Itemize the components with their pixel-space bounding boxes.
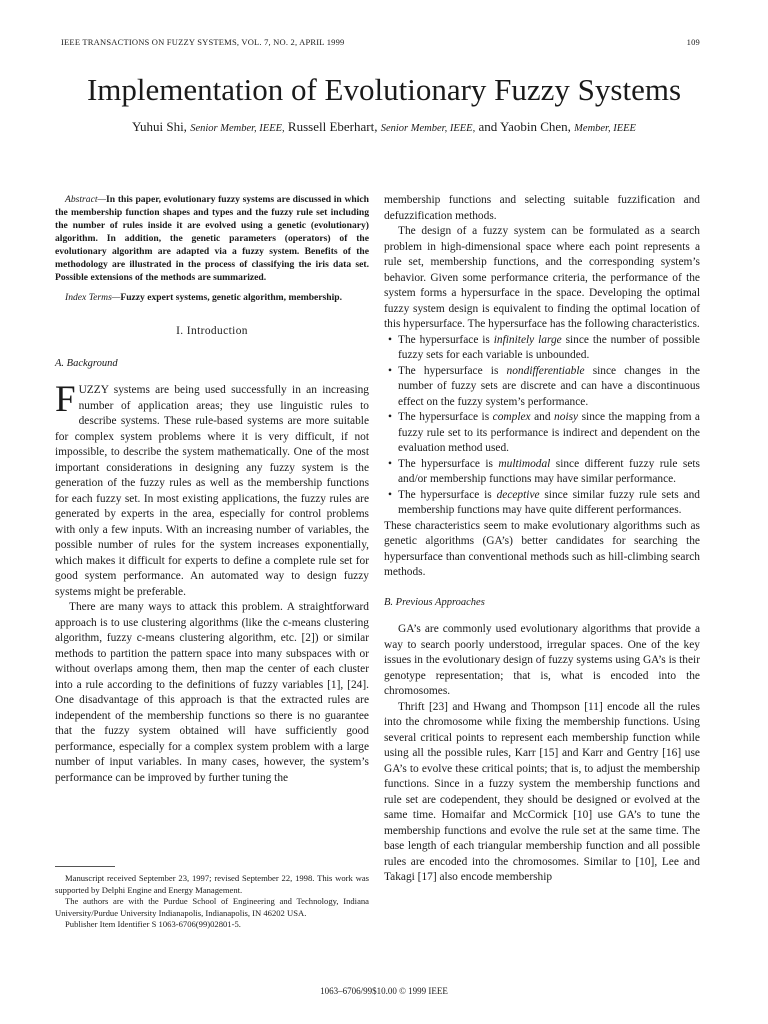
right-paragraph-5: Thrift [23] and Hwang and Thompson [11] encode all the rules into the chromosome while fixing the membership functions. Using several critical points to represent each membership function while using all the possible rules, Karr [15] and Karr and Gentry [16] use GA’s to evolve these critical points; that is, to adjust the membership functions. Since in a fuzzy system the membership functions and rule set are codependent, they should be designed or evolved at the same time. Homaifar and McCormick [10] use GA’s to tune the membership functions and evolve the rule set at the same time. The base length of each triangular membership function and all possible rules are encoded into the chromosomes. Similar to [10], Lee and Takagi [17] also encode membership — [384, 700, 700, 883]
section-heading: I. Introduction — [176, 325, 248, 337]
intro-paragraph-1-text: UZZY systems are being used successfully in an increasing number of application areas; they use linguistic rules to describe systems. These rule-based systems are more suitable for complex system problems where it is very difficult, if not impossible, to describe the system mathematically. One of the most important considerations in designing any fuzzy system is the generation of the fuzzy rules as well as the membership functions for each fuzzy set. In most existing applications, the fuzzy rules are generated by experts in the area, especially for control problems with only a few inputs. With an increasing number of variables, the possible number of rules for the system increases exponentially, which makes it difficult for experts to define a complete rule set for good system performance. An automated way to design fuzzy systems might be preferable. — [55, 384, 369, 598]
index-terms — [55, 291, 369, 304]
subsection-heading-previous: B. Previous Approaches — [384, 596, 485, 608]
bullet-icon: • — [388, 411, 392, 423]
author-name: Yuhui Shi, — [132, 119, 187, 134]
bullet-icon: • — [388, 457, 392, 470]
characteristics-list — [384, 333, 700, 519]
paper-title: Implementation of Evolutionary Fuzzy Systems — [86, 72, 682, 107]
author-line — [0, 119, 768, 135]
author-name: Russell Eberhart, — [287, 119, 378, 134]
abstract-text: In this paper, evolutionary fuzzy systems are discussed in which the membership function shapes and types and the fuzzy rule set including the number of rules inside it are evolved using a genetic (evolutionary) algorithm. In addition, the genetic parameters (operators) of the evolutionary algorithm are adapted via a fuzzy system. Benefits of the methodology are illustrated in the process of classifying the iris data set. Possible extensions of the methods are summarized. — [55, 194, 369, 283]
bullet-icon: • — [388, 364, 392, 377]
footnote-divider — [55, 866, 115, 867]
intro-paragraph-2: There are many ways to attack this problem. A straightforward approach is to use clustering algorithms (like the c-means clustering algorithm, fuzzy c-means clustering algorithm, etc. [2]) or similar methods to partition the pattern space into many subspaces with or without overlaps among them, then map the center of each cluster into a rule according to the definitions of fuzzy variables [1], [24]. One disadvantage of this approach is that the extracted rules are independent of the membership functions so there is no guarantee that the fuzzy system obtained will have sufficiently good performance, especially for a complex system problem with a large number of input variables. In many cases, however, the system’s performance can be improved by further tuning the — [55, 601, 369, 784]
left-column — [55, 193, 369, 786]
index-terms-text: Fuzzy expert systems, genetic algorithm, membership. — [120, 292, 343, 303]
right-paragraph-3: These characteristics seem to make evolutionary algorithms such as genetic algorithms (GA’s) better candidates for searching the hypersurface than conventional methods such as hill-climbing search methods. — [384, 519, 700, 578]
right-paragraph-1: membership functions and selecting suitable fuzzification and defuzzification methods. — [384, 194, 700, 222]
author-affiliation: Senior Member, IEEE, — [380, 123, 476, 134]
copyright-line: 1063–6706/99$10.00 © 1999 IEEE — [320, 986, 448, 996]
abstract — [55, 193, 369, 284]
list-item: • The hypersurface is infinitely large since the number of possible fuzzy sets for each variable is unbounded. — [388, 333, 700, 361]
bullet-icon: • — [388, 488, 392, 501]
intro-paragraph-1 — [55, 379, 369, 600]
author-affiliation: Member, IEEE — [574, 123, 636, 134]
author-name: and Yaobin Chen, — [478, 119, 571, 134]
author-affiliation: Senior Member, IEEE, — [190, 123, 285, 134]
page-number: 109 — [686, 37, 700, 47]
abstract-label: Abstract— — [65, 194, 107, 205]
list-item: • The hypersurface is nondifferentiable since changes in the number of fuzzy sets are discrete and can have a discontinuous effect on the fuzzy system’s performance. — [388, 364, 700, 408]
drop-cap: F — [55, 379, 76, 420]
list-item: • The hypersurface is complex and noisy since the mapping from a fuzzy rule set to its performance is indirect and dependent on the evaluation method used. — [388, 411, 700, 454]
footnote — [55, 873, 369, 931]
right-paragraph-2: The design of a fuzzy system can be formulated as a search problem in high-dimensional space where each point represents a rule set, membership functions, and the corresponding system’s behavior. Given some performance criteria, the performance of the system forms a hypersurface in the space. Developing the optimal fuzzy system design is equivalent to finding the optimal location of this hypersurface. The hypersurface has the following characteristics. — [384, 225, 700, 330]
footnote-identifier: Publisher Item Identifier S 1063-6706(99)02801-5. — [65, 919, 241, 929]
right-column — [384, 193, 700, 886]
footnote-manuscript: Manuscript received September 23, 1997; revised September 22, 1998. This work was supported by Delphi Engine and Energy Management. — [55, 873, 369, 895]
index-terms-label: Index Terms— — [65, 292, 121, 303]
right-paragraph-4: GA’s are commonly used evolutionary algorithms that provide a way to search poorly understood, irregular spaces. One of the key issues in the evolutionary design of fuzzy systems using GA’s is their genotype representation; that is, what is encoded into the chromosomes. — [384, 623, 700, 697]
subsection-heading-background: A. Background — [55, 357, 118, 369]
footnote-affiliation: The authors are with the Purdue School of Engineering and Technology, Indiana University/Purdue University Indianapolis, Indianapolis, IN 46202 USA. — [55, 896, 369, 918]
list-item: • The hypersurface is deceptive since similar fuzzy rule sets and membership functions may have quite different performances. — [388, 488, 700, 516]
running-head: IEEE TRANSACTIONS ON FUZZY SYSTEMS, VOL. 7, NO. 2, APRIL 1999 — [61, 37, 345, 47]
bullet-icon: • — [388, 333, 392, 346]
list-item: • The hypersurface is multimodal since different fuzzy rule sets and/or membership functions may have similar performance. — [388, 457, 700, 485]
